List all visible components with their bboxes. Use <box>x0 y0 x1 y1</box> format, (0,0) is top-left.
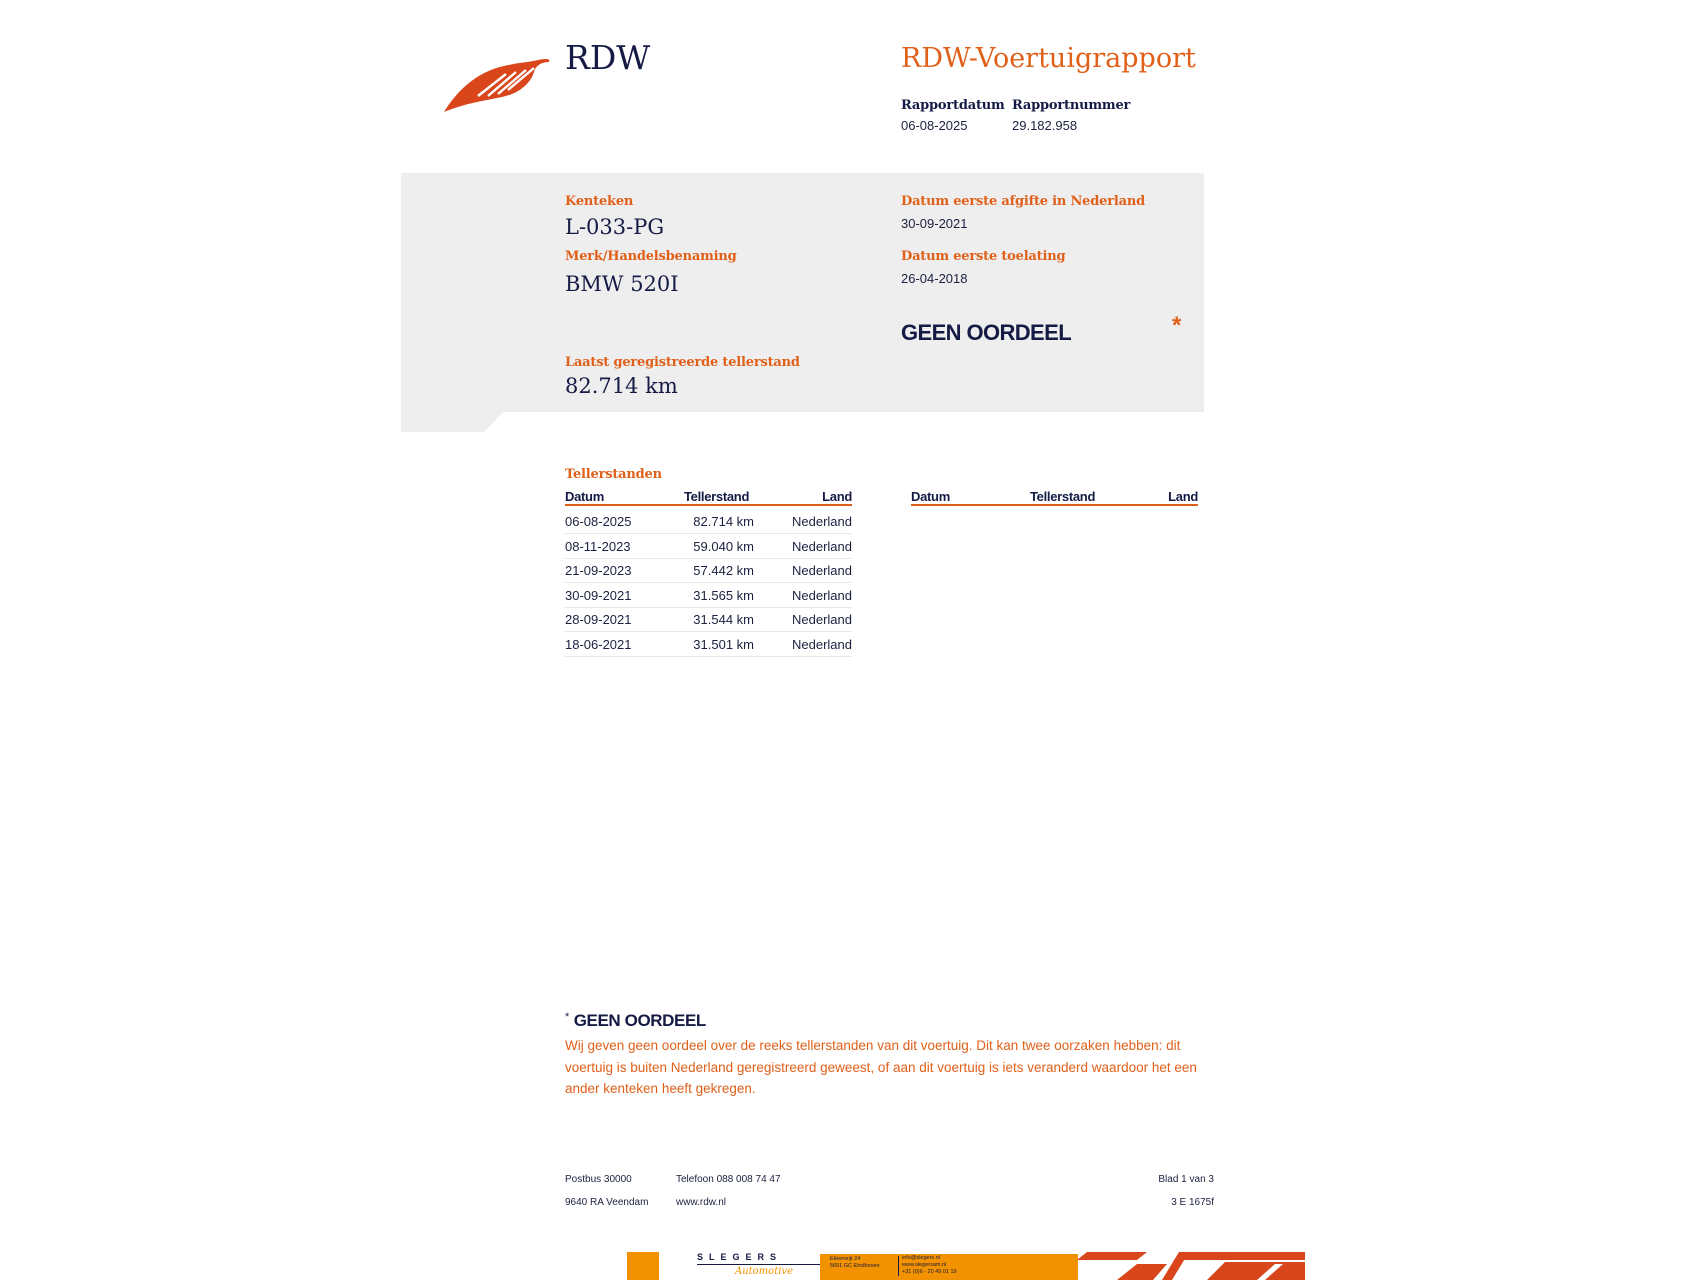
verdict-asterisk: * <box>1172 312 1182 339</box>
make-label: Merk/Handelsbenaming <box>565 249 737 264</box>
report-title: RDW-Voertuigrapport <box>901 43 1196 74</box>
panel-tab-shape <box>401 410 505 432</box>
row-reading: 59.040 km <box>693 539 754 554</box>
make-value: BMW 520I <box>565 272 679 296</box>
table-row <box>565 608 852 632</box>
banner-orange-left <box>627 1252 659 1280</box>
report-number: 29.182.958 <box>1012 118 1078 133</box>
readings-title: Tellerstanden <box>565 467 662 482</box>
row-date: 18-06-2021 <box>565 637 632 652</box>
banner-address-2: 5651 GC Eindhoven <box>830 1263 880 1269</box>
first-admission-value: 26-04-2018 <box>901 271 968 286</box>
note-title: GEEN OORDEEL <box>573 1011 706 1030</box>
col-header-country-right: Land <box>1168 489 1198 504</box>
banner-logo-text: SLEGERS <box>697 1252 783 1262</box>
table-row <box>565 633 852 657</box>
brand-name: RDW <box>565 38 651 77</box>
row-date: 21-09-2023 <box>565 563 632 578</box>
banner-logo-sub: Automotive <box>735 1266 793 1277</box>
col-header-date: Datum <box>565 489 604 504</box>
note-heading <box>565 1011 706 1031</box>
row-country: Nederland <box>792 563 852 578</box>
report-date-label: Rapportdatum <box>901 98 1005 113</box>
footer-page-number: Blad 1 van 3 <box>1158 1174 1214 1185</box>
plate-label: Kenteken <box>565 194 634 209</box>
banner-stripes-graphic <box>957 1252 1305 1280</box>
table-header-rule <box>565 504 852 506</box>
footer-postbus: Postbus 30000 <box>565 1174 632 1185</box>
footer-city: 9640 RA Veendam <box>565 1197 649 1208</box>
banner-site: www.slegersam.nl <box>902 1262 947 1268</box>
footer-phone: Telefoon 088 008 74 47 <box>676 1174 781 1185</box>
banner-logo-rule <box>697 1264 829 1265</box>
row-date: 08-11-2023 <box>565 539 631 554</box>
first-admission-label: Datum eerste toelating <box>901 249 1066 264</box>
footer-code: 3 E 1675f <box>1171 1197 1214 1208</box>
banner-divider <box>898 1256 899 1276</box>
col-header-reading: Tellerstand <box>684 489 750 504</box>
col-header-country: Land <box>822 489 852 504</box>
table-row <box>565 584 852 608</box>
odometer-label: Laatst geregistreerde tellerstand <box>565 355 800 370</box>
row-reading: 31.501 km <box>693 637 754 652</box>
banner-email: info@slegers.nl <box>902 1255 940 1261</box>
row-country: Nederland <box>792 612 852 627</box>
plate-value: L-033-PG <box>565 215 665 239</box>
row-reading: 31.565 km <box>693 588 754 603</box>
banner-tel: +31 (0)6 - 20 49 01 19 <box>902 1269 957 1275</box>
row-reading: 82.714 km <box>693 514 754 529</box>
col-header-reading-right: Tellerstand <box>1030 489 1096 504</box>
row-date: 30-09-2021 <box>565 588 632 603</box>
verdict: GEEN OORDEEL <box>901 320 1072 345</box>
row-country: Nederland <box>792 637 852 652</box>
col-header-date-right: Datum <box>911 489 950 504</box>
dealer-banner <box>627 1252 1305 1280</box>
banner-address-1: Ekkersrijt 24 <box>830 1256 861 1262</box>
note-asterisk: * <box>565 1011 570 1023</box>
row-reading: 31.544 km <box>693 612 754 627</box>
rdw-logo-icon <box>442 56 554 114</box>
note-text: Wij geven geen oordeel over de reeks tellerstanden van dit voertuig. Dit kan twee oorzaken hebben: dit voertuig is buiten Nederland geregistreerd geweest, of aan dit voertuig is iets veranderd waardoor het een ander kenteken heeft gekregen. <box>565 1038 1197 1096</box>
odometer-value: 82.714 km <box>565 374 678 398</box>
table-row <box>565 559 852 583</box>
first-nl-label: Datum eerste afgifte in Nederland <box>901 194 1145 209</box>
row-country: Nederland <box>792 588 852 603</box>
report-date: 06-08-2025 <box>901 118 968 133</box>
row-country: Nederland <box>792 514 852 529</box>
row-country: Nederland <box>792 539 852 554</box>
footer-website[interactable]: www.rdw.nl <box>676 1197 727 1208</box>
row-date: 06-08-2025 <box>565 514 632 529</box>
table-row <box>565 510 852 534</box>
table-header-rule-right <box>911 504 1198 506</box>
first-nl-value: 30-09-2021 <box>901 216 968 231</box>
table-row <box>565 535 852 559</box>
report-number-label: Rapportnummer <box>1012 98 1131 113</box>
row-date: 28-09-2021 <box>565 612 632 627</box>
banner-logo <box>667 1252 807 1280</box>
row-reading: 57.442 km <box>693 563 754 578</box>
